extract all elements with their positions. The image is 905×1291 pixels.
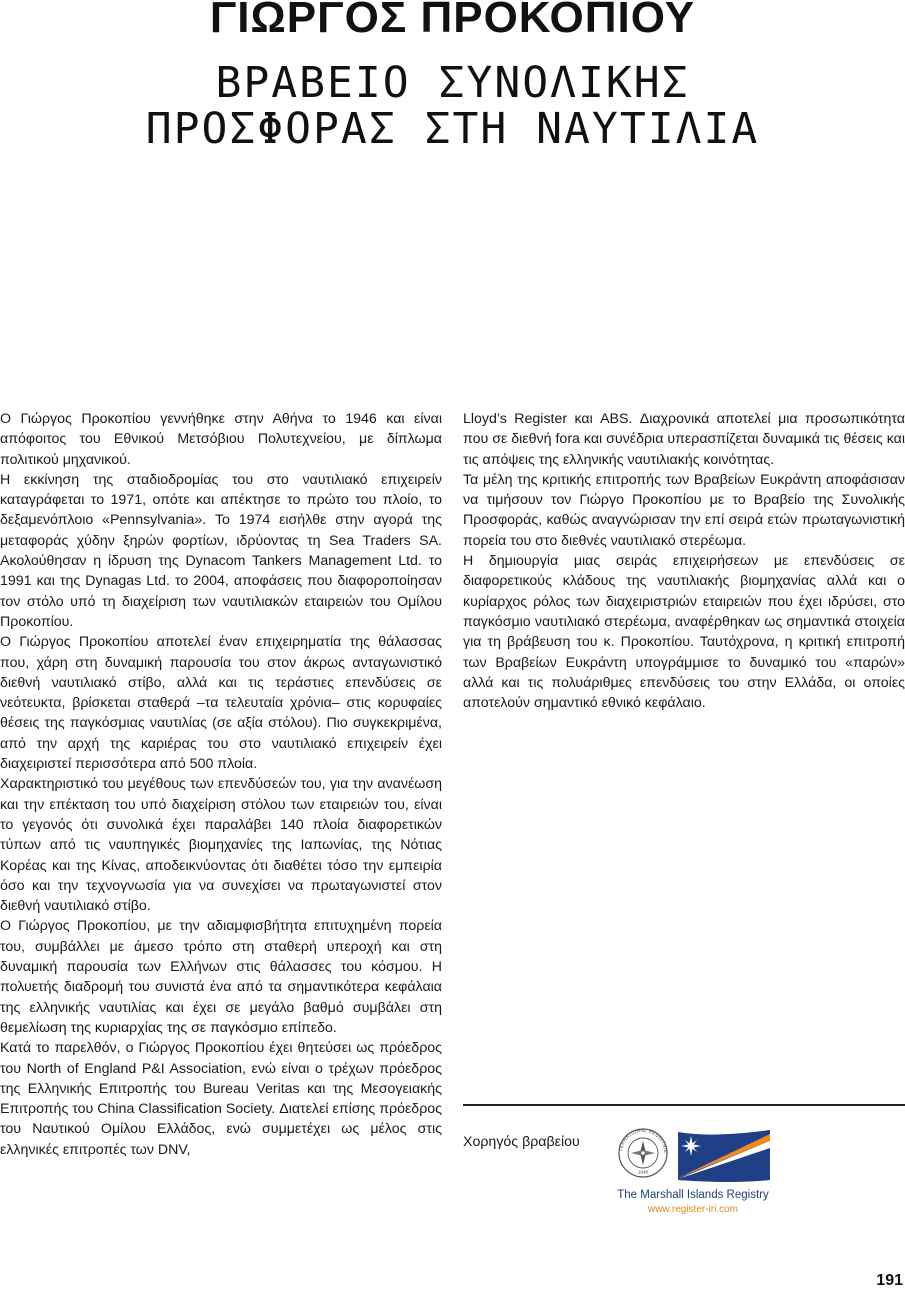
paragraph: Lloyd’s Register και ABS. Διαχρονικά αποτελεί μια προσωπικότητα που σε διεθνή fora και συνέδρια υπερασπίζεται δυναμικά τις θέσεις και τις απόψεις της ελληνικής ναυτιλιακής κοινότητας.: [463, 411, 905, 468]
sponsor-divider: [463, 1104, 905, 1106]
paragraph: Κατά το παρελθόν, ο Γιώργος Προκοπίου έχει θητεύσει ως πρόεδρος του North of England P&I Association, ενώ είναι ο τρέχων πρόεδρος της Ελληνικής Επιτροπής του Bureau Veritas και της Μεσογειακής Επιτροπής του China Classification Society. Διατελεί επίσης πρόεδρος του Ναυτικού Ομίλου Ελλάδος, ενώ συμμετέχει ως μέλος στις ελληνικές επιτροπές των DNV,: [0, 1040, 442, 1158]
paragraph: Η εκκίνηση της σταδιοδρομίας του στο ναυτιλιακό επιχειρείν καταγράφεται το 1971, οπότε και απέκτησε το πρώτο του πλοίο, το δεξαμενόπλοιο «Pennsylvania». Το 1974 εισήλθε στην αγορά της μεταφοράς χύδην ξηρών φορτίων, ιδρύοντας τη Sea Traders SA. Ακολούθησαν η ίδρυση της Dynacom Tankers Management Ltd. το 1991 και της Dynagas Ltd. το 2004, αποφάσεις που διαφοροποίησαν τον στόλο υπό τη διαχείριση των ναυτιλιακών εταιρειών του Ομίλου Προκοπίου.: [0, 471, 442, 630]
award-title-line-2: ΠΡΟΣΦΟΡΑΣ ΣΤΗ ΝΑΥΤΙΛΙΑ: [145, 104, 760, 154]
international-registries-seal-icon: [612, 1126, 668, 1177]
sponsor-logo-name: The Marshall Islands Registry: [617, 1189, 769, 1201]
page-number: 191: [876, 1272, 903, 1289]
page-title: ΓΙΩΡΓΟΣ ΠΡΟΚΟΠΙΟΥ: [209, 0, 696, 42]
paragraph: Ο Γιώργος Προκοπίου, με την αδιαμφισβήτητα επιτυχημένη πορεία του, συμβάλλει με άμεσο τρόπο στη σταθερή υπεροχή και στη δυναμική παρουσία των Ελλήνων στις θάλασσες του κόσμου. Η πολυετής διαδρομή του συνιστά ένα από τα σημαντικότερα κεφάλαια της ελληνικής ναυτιλίας και έχει σε μεγάλο βαθμό συμβάλει στη θεμελίωση της κυριαρχίας της σε παγκόσμιο επίπεδο.: [0, 918, 442, 1036]
paragraph: Ο Γιώργος Προκοπίου γεννήθηκε στην Αθήνα το 1946 και είναι απόφοιτος του Εθνικού Μετσόβιου Πολυτεχνείου, με δίπλωμα πολιτικού μηχανικού.: [0, 411, 442, 468]
award-title-line-1: ΒΡΑΒΕΙΟ ΣΥΝΟΛΙΚΗΣ: [215, 58, 690, 108]
svg-text:INTERNATIONAL REGISTRIES: [612, 1126, 668, 1153]
marshall-islands-flag-icon: [678, 1130, 770, 1182]
sponsor-logo-url: www.register-iri.com: [647, 1204, 738, 1215]
paragraph: Τα μέλη της κριτικής επιτροπής των Βραβείων Ευκράντη αποφάσισαν να τιμήσουν τον Γιώργο Προκοπίου με το Βραβείο της Συνολικής Προσφοράς, καθώς αναγνώρισαν την επί σειρά ετών πρωταγωνιστική πορεία του στο διεθνές ναυτιλιακό στερέωμα.: [463, 471, 905, 549]
seal-year: 1948: [637, 1169, 649, 1175]
seal-text: TERNATIONAL REGISTRIE: [618, 1127, 669, 1154]
sponsor-label: Χορηγός βραβείου: [463, 1134, 580, 1150]
paragraph: Χαρακτηριστικό του μεγέθους των επενδύσεών του, για την ανανέωση και την επέκταση του υπό διαχείριση στόλου των εταιρειών του, είναι το γεγονός ότι συνολικά έχει παραλάβει 140 πλοία διαφορετικών τύπων από τις ναυπηγικές βιομηχανίες της Ιαπωνίας, της Νότιας Κορέας και της Κίνας, αποδεικνύοντας ότι διαθέτει τόσο την εμπειρία όσο και την τεχνογνωσία για να συνεχίσει να πρωταγωνιστεί στον διεθνή ναυτιλιακό στίβο.: [0, 776, 442, 915]
paragraph: Ο Γιώργος Προκοπίου αποτελεί έναν επιχειρηματία της θάλασσας που, χάρη στη δυναμική παρουσία του στον άκρως ανταγωνιστικό διεθνή ναυτιλιακό στίβο, αλλά και τις τεράστιες επενδύσεις σε νεότευκτα, βρίσκεται σταθερά –τα τελευταία χρόνια– στις κορυφαίες θέσεις της παγκόσμιας ναυτιλίας (σε αξία στόλου). Πιο συγκεκριμένα, από την αρχή της καριέρας του στο ναυτιλιακό επιχειρείν έχει διαχειριστεί περισσότερα από 500 πλοία.: [0, 634, 442, 773]
paragraph: Η δημιουργία μιας σειράς επιχειρήσεων με επενδύσεις σε διαφορετικούς κλάδους της ναυτιλιακής βιομηχανίας αλλά και ο κυρίαρχος ρόλος των διαχειριστριών εταιρειών που έχει ιδρύσει, στο παγκόσμιο ναυτιλιακό στερέωμα, αναφέρθηκαν ως σημαντικά στοιχεία για τη βράβευση του κ. Προκοπίου. Ταυτόχρονα, η κριτική επιτροπή των Βραβείων Ευκράντη υπογράμμισε το δυναμικό του «παρών» αλλά και τις πολυάριθμες επενδύσεις του στην Ελλάδα, οι οποίες αποτελούν σημαντικό εθνικό κεφάλαιο.: [463, 553, 905, 712]
right-column: [463, 409, 905, 713]
left-column: [0, 409, 442, 1160]
award-title: [0, 60, 905, 152]
